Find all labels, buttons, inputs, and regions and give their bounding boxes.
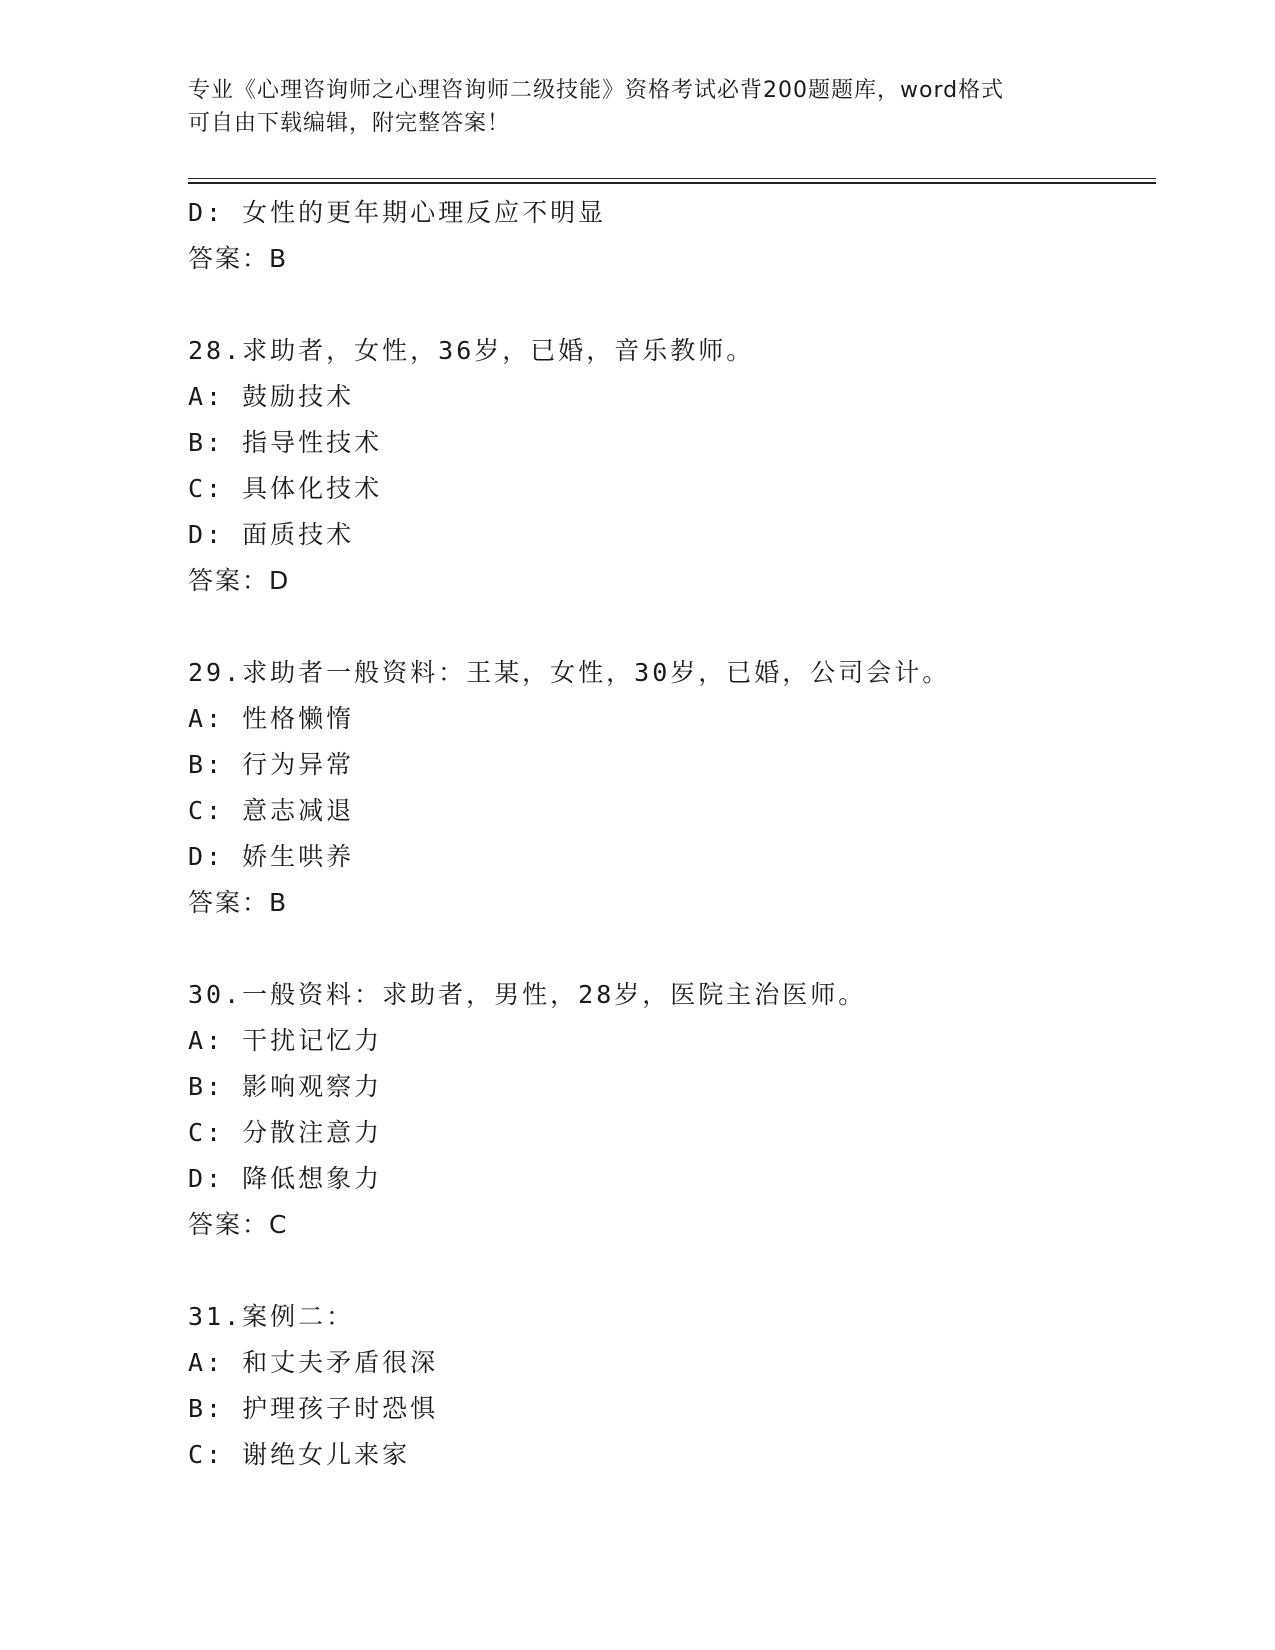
option-a: A: 鼓励技术 bbox=[188, 382, 355, 411]
spacer bbox=[188, 282, 1156, 328]
option-b: B: 指导性技术 bbox=[188, 428, 383, 457]
header-title-line-1: 专业《心理咨询师之心理咨询师二级技能》资格考试必背200题题库，word格式 bbox=[188, 78, 1005, 103]
answer: 答案：C bbox=[188, 1210, 289, 1239]
option-d: D: 面质技术 bbox=[188, 520, 355, 549]
option-b: B: 影响观察力 bbox=[188, 1072, 383, 1101]
option-d: D: 娇生哄养 bbox=[188, 842, 355, 871]
spacer bbox=[188, 604, 1156, 650]
option-d: D: 降低想象力 bbox=[188, 1164, 383, 1193]
header-divider-thin bbox=[188, 178, 1156, 179]
question-28 bbox=[188, 328, 1156, 604]
option-a: A: 干扰记忆力 bbox=[188, 1026, 383, 1055]
question-31 bbox=[188, 1294, 1156, 1478]
header-title-line-2: 可自由下载编辑，附完整答案！ bbox=[188, 111, 511, 136]
question-stem: 28.求助者，女性，36岁，已婚，音乐教师。 bbox=[188, 336, 755, 365]
option-c: C: 具体化技术 bbox=[188, 474, 383, 503]
question-stem: 29.求助者一般资料：王某，女性，30岁，已婚，公司会计。 bbox=[188, 658, 951, 687]
prev-question-answer: 答案：B bbox=[188, 244, 289, 273]
header-divider-thick bbox=[188, 182, 1156, 184]
question-stem: 30.一般资料：求助者，男性，28岁，医院主治医师。 bbox=[188, 980, 867, 1009]
option-b: B: 行为异常 bbox=[188, 750, 355, 779]
option-c: C: 意志减退 bbox=[188, 796, 355, 825]
question-30 bbox=[188, 972, 1156, 1248]
option-c: C: 谢绝女儿来家 bbox=[188, 1440, 411, 1469]
question-stem: 31.案例二： bbox=[188, 1302, 355, 1331]
option-a: A: 性格懒惰 bbox=[188, 704, 355, 733]
question-list bbox=[188, 190, 1156, 1478]
prev-question-option-d: D: 女性的更年期心理反应不明显 bbox=[188, 198, 607, 227]
option-c: C: 分散注意力 bbox=[188, 1118, 383, 1147]
question-29 bbox=[188, 650, 1156, 926]
option-b: B: 护理孩子时恐惧 bbox=[188, 1394, 439, 1423]
document-header bbox=[188, 74, 1068, 140]
spacer bbox=[188, 1248, 1156, 1294]
option-a: A: 和丈夫矛盾很深 bbox=[188, 1348, 439, 1377]
answer: 答案：B bbox=[188, 888, 289, 917]
spacer bbox=[188, 926, 1156, 972]
answer: 答案：D bbox=[188, 566, 291, 595]
